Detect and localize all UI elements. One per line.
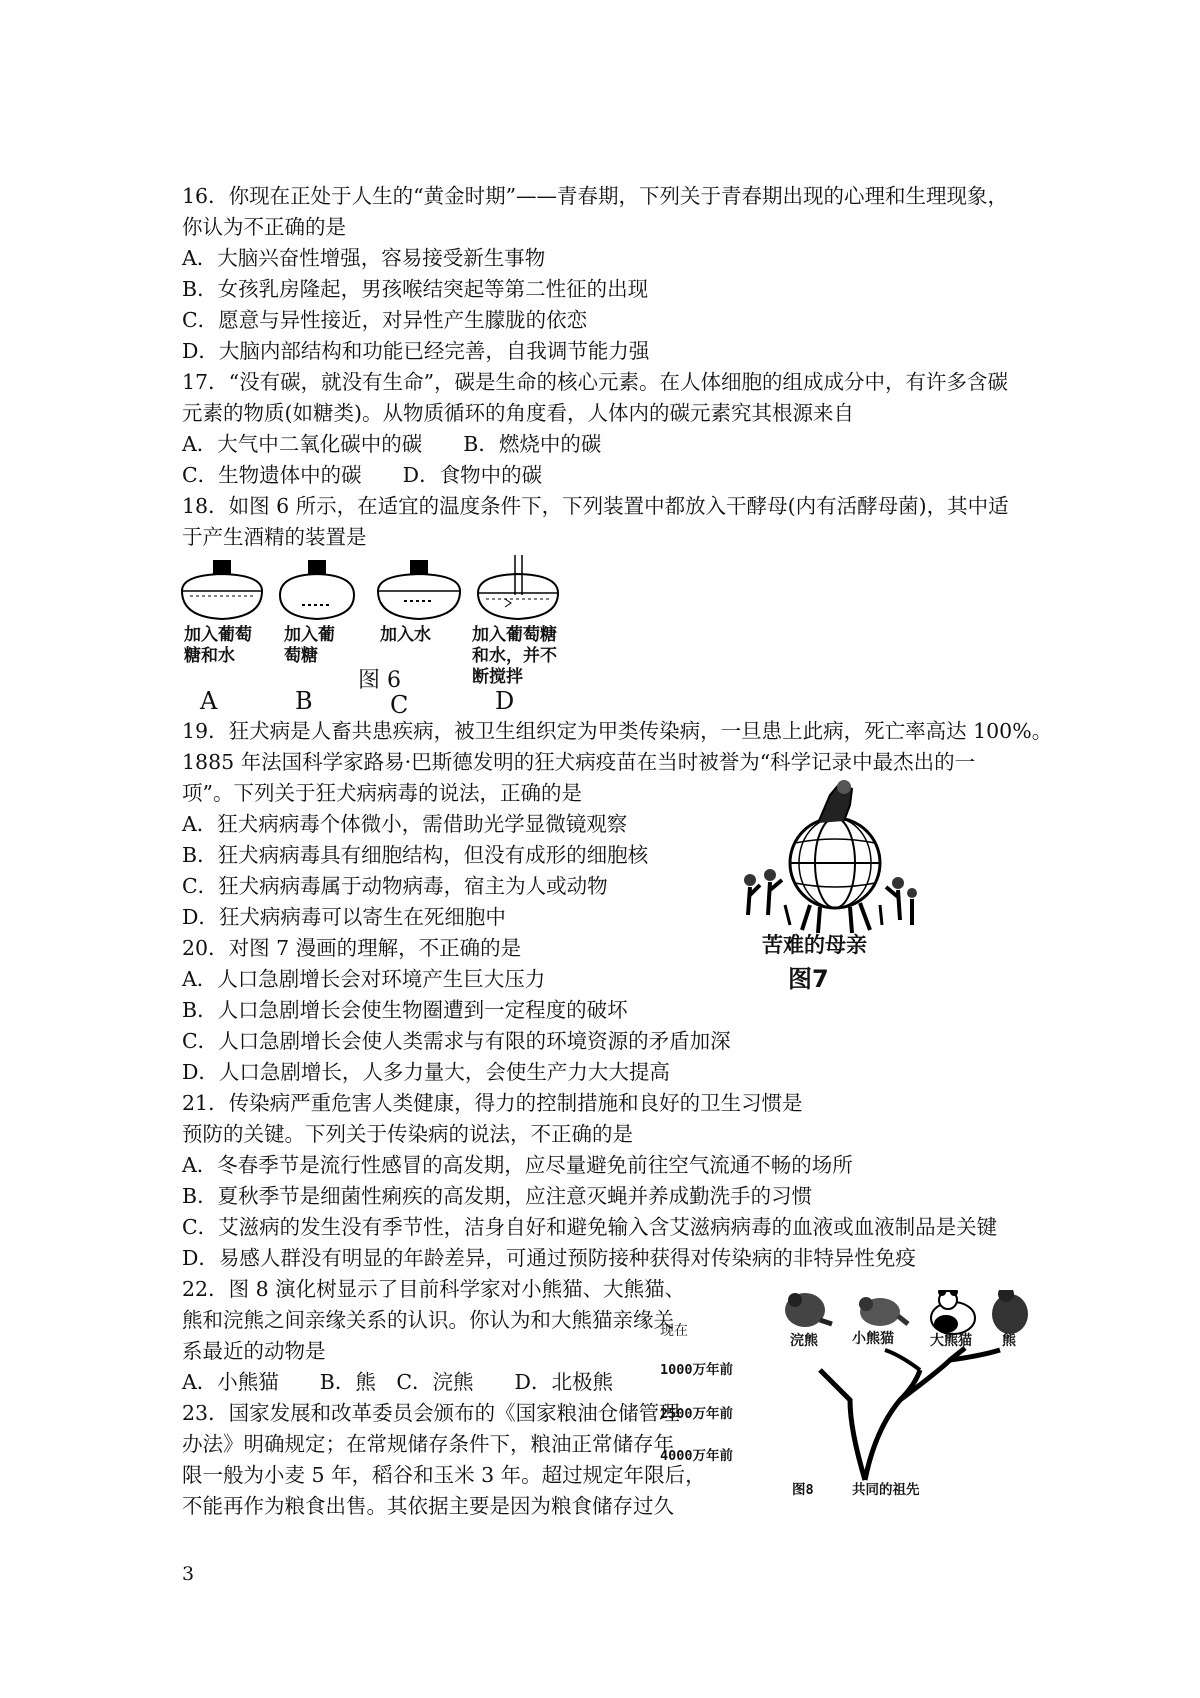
q19-option-b: B．狂犬病病毒具有细胞结构，但没有成形的细胞核 <box>182 843 649 867</box>
fig8-root: 共同的祖先 <box>852 1482 920 1498</box>
giant-panda-icon <box>931 1290 975 1334</box>
q17-options-ab: A．大气中二氧化碳中的碳 B．燃烧中的碳 <box>182 432 602 456</box>
q21-stem-line1: 21．传染病严重危害人类健康，得力的控制措施和良好的卫生习惯是 <box>182 1091 803 1115</box>
q19-option-c: C．狂犬病病毒属于动物病毒，宿主为人或动物 <box>182 874 608 898</box>
q22-stem-line1: 22．图 8 演化树显示了目前科学家对小熊猫、大熊猫、 <box>182 1277 686 1301</box>
q22-stem-line2: 熊和浣熊之间亲缘关系的认识。你认为和大熊猫亲缘关 <box>182 1308 674 1332</box>
q21-option-d: D．易感人群没有明显的年龄差异，可通过预防接种获得对传染病的非特异性免疫 <box>182 1246 916 1270</box>
fig8-time-2500: 2500万年前 <box>660 1406 734 1422</box>
figure-8 <box>660 1290 1030 1498</box>
evolution-tree-drawing <box>700 1290 1030 1490</box>
q19-option-d: D．狂犬病病毒可以寄生在死细胞中 <box>182 905 506 929</box>
fig8-animal-giant-panda: 大熊猫 <box>930 1333 972 1349</box>
fig6-label-c: 加入水 <box>380 625 431 645</box>
fig8-time-4000: 4000万年前 <box>660 1448 734 1464</box>
q19-stem-line3: 项”。下列关于狂犬病病毒的说法，正确的是 <box>182 781 582 805</box>
q19-option-a: A．狂犬病病毒个体微小，需借助光学显微镜观察 <box>182 812 628 836</box>
fig6-label-a: 加入葡萄 糖和水 <box>184 625 252 666</box>
fig8-time-1000: 1000万年前 <box>660 1362 734 1378</box>
fig8-caption: 图8 <box>792 1482 814 1498</box>
fig6-label-b: 加入葡 萄糖 <box>284 625 335 666</box>
q16-stem-line2: 你认为不正确的是 <box>182 215 346 239</box>
q23-stem-line1: 23．国家发展和改革委员会颁布的《国家粮油仓储管理 <box>182 1401 680 1425</box>
q19-stem-line2: 1885 年法国科学家路易·巴斯德发明的狂犬病疫苗在当时被誉为“科学记录中最杰出的一 <box>182 750 976 774</box>
q23-stem-line4: 不能再作为粮食出售。其依据主要是因为粮食储存过久 <box>182 1494 674 1518</box>
fermentation-flasks-drawing <box>180 555 560 625</box>
fig8-animal-bear: 熊 <box>1002 1333 1016 1349</box>
fig8-now: 现在 <box>660 1323 688 1339</box>
fig6-letter-d: D <box>495 687 515 715</box>
fig6-letter-a: A <box>200 687 218 715</box>
q20-option-c: C．人口急剧增长会使人类需求与有限的环境资源的矛盾加深 <box>182 1029 731 1053</box>
fig8-animal-red-panda: 小熊猫 <box>852 1331 894 1347</box>
q21-option-a: A．冬春季节是流行性感冒的高发期，应尽量避免前往空气流通不畅的场所 <box>182 1153 853 1177</box>
q17-options-cd: C．生物遗体中的碳 D．食物中的碳 <box>182 463 543 487</box>
q23-stem-line3: 限一般为小麦 5 年，稻谷和玉米 3 年。超过规定年限后， <box>182 1463 706 1487</box>
raccoon-icon <box>785 1293 832 1327</box>
fig7-caption: 图7 <box>788 965 829 993</box>
q19-stem-line1: 19．狂犬病是人畜共患疾病，被卫生组织定为甲类传染病，一旦患上此病，死亡率高达 100%。 <box>182 719 1053 743</box>
q16-option-c: C．愿意与异性接近，对异性产生朦胧的依恋 <box>182 308 588 332</box>
fig6-letter-c: C <box>390 691 409 719</box>
q21-option-c: C．艾滋病的发生没有季节性，洁身自好和避免输入含艾滋病病毒的血液或血液制品是关键 <box>182 1215 998 1239</box>
q21-stem-line2: 预防的关键。下列关于传染病的说法，不正确的是 <box>182 1122 633 1146</box>
page-number: 3 <box>182 1563 195 1585</box>
q22-options: A．小熊猫 B．熊 C．浣熊 D．北极熊 <box>182 1370 613 1394</box>
q18-stem-line2: 于产生酒精的装置是 <box>182 525 367 549</box>
bear-icon <box>992 1290 1028 1334</box>
q17-stem-line2: 元素的物质(如糖类)。从物质循环的角度看，人体内的碳元素究其根源来自 <box>182 401 854 425</box>
fig6-letter-b: B <box>295 687 313 715</box>
q18-stem-line1: 18．如图 6 所示，在适宜的温度条件下，下列装置中都放入干酵母(内有活酵母菌)，其中适 <box>182 494 1009 518</box>
q21-option-b: B．夏秋季节是细菌性痢疾的高发期，应注意灭蝇并养成勤洗手的习惯 <box>182 1184 813 1208</box>
fig7-title: 苦难的母亲 <box>762 933 867 957</box>
figure-6 <box>180 555 560 719</box>
suffering-mother-cartoon <box>740 775 920 935</box>
figure-7 <box>740 775 920 1005</box>
q22-stem-line3: 系最近的动物是 <box>182 1339 326 1363</box>
q20-option-a: A．人口急剧增长会对环境产生巨大压力 <box>182 967 546 991</box>
q16-option-b: B．女孩乳房隆起，男孩喉结突起等第二性征的出现 <box>182 277 649 301</box>
q20-stem: 20．对图 7 漫画的理解，不正确的是 <box>182 936 522 960</box>
q20-option-b: B．人口急剧增长会使生物圈遭到一定程度的破坏 <box>182 998 628 1022</box>
q16-stem-line1: 16．你现在正处于人生的“黄金时期”——青春期，下列关于青春期出现的心理和生理现象， <box>182 184 1009 208</box>
q17-stem-line1: 17．“没有碳，就没有生命”，碳是生命的核心元素。在人体细胞的组成成分中，有许多含碳 <box>182 370 1009 394</box>
fig6-caption: 图 6 <box>358 668 401 693</box>
fig6-label-d: 加入葡萄糖 和水，并不 断搅拌 <box>472 625 557 687</box>
fig8-animal-raccoon: 浣熊 <box>790 1333 818 1349</box>
q23-stem-line2: 办法》明确规定；在常规储存条件下，粮油正常储存年 <box>182 1432 674 1456</box>
q20-option-d: D．人口急剧增长，人多力量大，会使生产力大大提高 <box>182 1060 670 1084</box>
q16-option-a: A．大脑兴奋性增强，容易接受新生事物 <box>182 246 546 270</box>
q16-option-d: D．大脑内部结构和功能已经完善，自我调节能力强 <box>182 339 650 363</box>
red-panda-icon <box>859 1297 908 1326</box>
